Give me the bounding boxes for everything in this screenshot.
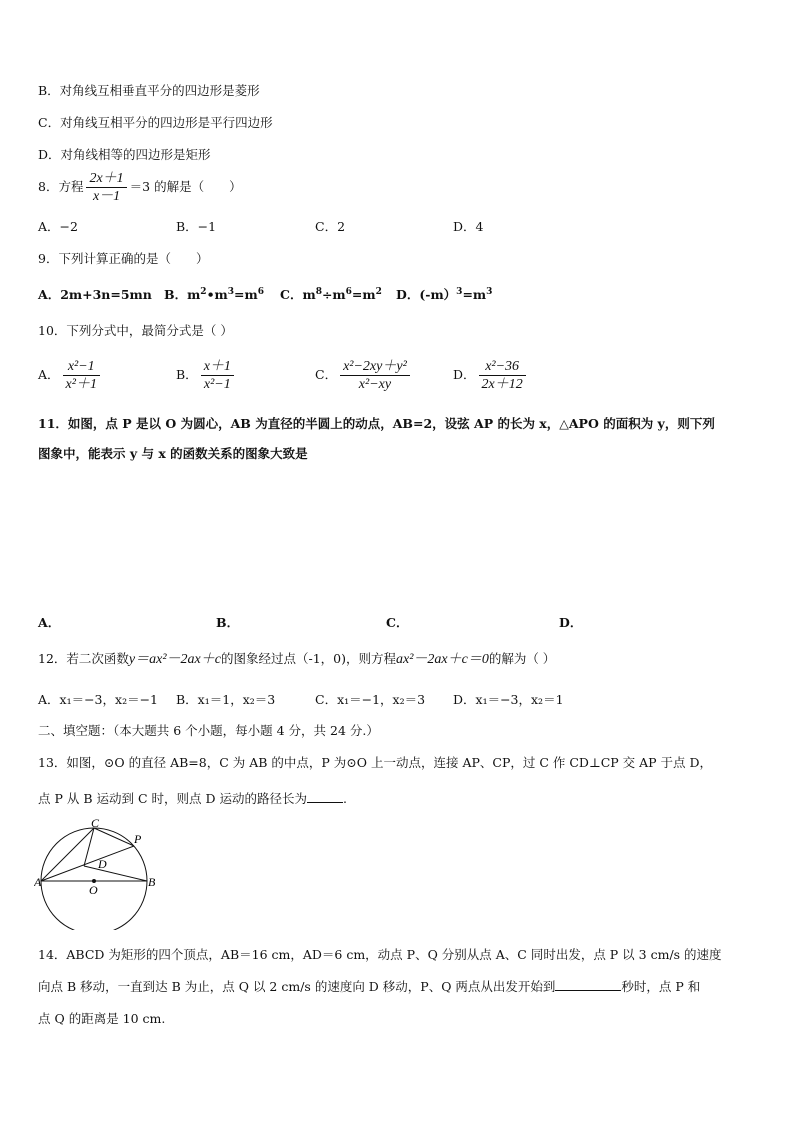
q12-option-d: D．x₁＝−3，x₂＝1 (453, 692, 564, 707)
label-b: B (148, 875, 156, 889)
q14-stem-line1: 14．ABCD 为矩形的四个顶点，AB＝16 cm，AD＝6 cm，动点 P、Q 分别从点 A、C 同时出发，点 P 以 3 cm/s 的速度 (38, 947, 722, 962)
q8-suffix: 的解是（ ） (154, 179, 242, 194)
q10-option-a: A． $\frac{\text{x²−1}}{\text{x²＋1}}$ (38, 358, 103, 393)
q9-option-d: D．$(-m)^3=m^3$ (396, 287, 493, 302)
q12-equation: ax²－2ax＋c＝0 (395, 652, 489, 667)
segment-ac (41, 828, 94, 881)
segment-db (84, 866, 147, 881)
q7-option-d: D．对角线相等的四边形是矩形 (38, 147, 211, 162)
q8-fraction (86, 170, 126, 205)
q10-stem: 10．下列分式中，最简分式是（ ） (38, 323, 233, 338)
q9-stem: 9．下列计算正确的是（ ） (38, 251, 209, 266)
q11-option-d: D． (559, 615, 583, 630)
label-p: P (134, 832, 142, 846)
q14-answer-blank[interactable] (555, 978, 621, 991)
q7-option-b: B．对角线互相垂直平分的四边形是菱形 (38, 83, 260, 98)
label-c: C (91, 818, 100, 830)
label-o: O (89, 883, 98, 897)
q11-stem-line1: 11．如图，点 P 是以 O 为圆心，AB 为直径的半圆上的动点，AB=2，设弦 AP 的长为 x，△APO 的面积为 y，则下列 (38, 416, 715, 431)
q10-option-c: C． $\frac{\text{x²−2xy＋y²}}{\text{x²−xy}}$ (315, 358, 413, 393)
q13-answer-blank[interactable] (307, 790, 343, 803)
q8-option-d: D．4 (453, 219, 484, 234)
q11-option-b: B． (216, 615, 240, 630)
q14-stem-line3: 点 Q 的距离是 10 cm. (38, 1011, 166, 1026)
q13-stem-line1: 13．如图，⊙O 的直径 AB=8，C 为 AB 的中点，P 为⊙O 上一动点，连接 AP、CP，过 C 作 CD⊥CP 交 AP 于点 D， (38, 755, 713, 770)
q11-option-c: C． (386, 615, 409, 630)
segment-cp (94, 828, 134, 846)
q9-option-a: A．2m+3n=5mn (38, 287, 152, 302)
section-heading: 二、填空题：（本大题共 6 个小题，每小题 4 分，共 24 分.） (38, 723, 379, 738)
label-d: D (98, 857, 107, 871)
q8-option-c: C．2 (315, 219, 346, 234)
q12-option-b: B．x₁＝1，x₂＝3 (176, 692, 276, 707)
q9-option-b: B．$m^2•m^3=m^6$ (164, 287, 265, 302)
q7-option-c: C．对角线互相平分的四边形是平行四边形 (38, 115, 273, 130)
q12-option-c: C．x₁＝−1，x₂＝3 (315, 692, 426, 707)
q8-option-a: A．−2 (38, 219, 78, 234)
q11-stem-line2: 图象中，能表示 y 与 x 的函数关系的图象大致是 (38, 446, 308, 461)
q12-stem: 12．若二次函数y＝ax²－2ax＋c的图象经过点（-1，0)，则方程ax²－2ax＋c＝0的解为（ ） (38, 651, 556, 667)
q9-option-c: C．$m^8\div m^6=m^2$ (280, 287, 382, 302)
q12-function: y＝ax²－2ax＋c (128, 652, 221, 667)
q13-stem-line2: 点 P 从 B 运动到 C 时，则点 D 运动的路径长为 . (38, 791, 347, 806)
q8-equals: ＝3 (129, 179, 151, 194)
q8-fraction-num: 2x＋1 (86, 170, 126, 188)
label-a: A (34, 875, 42, 889)
q8-prefix: 8．方程 (38, 179, 84, 194)
q8-stem (38, 170, 242, 205)
q12-option-a: A．x₁＝−3，x₂＝−1 (38, 692, 159, 707)
q11-option-a: A． (38, 615, 61, 630)
q10-option-d: D． $\frac{\text{x²−36}}{2x+12}$ (453, 358, 529, 393)
q8-option-b: B．−1 (176, 219, 217, 234)
q14-stem-line2: 向点 B 移动，一直到达 B 为止，点 Q 以 2 cm/s 的速度向 D 移动，P、Q 两点从出发开始到 秒时，点 P 和 (38, 979, 701, 994)
q8-fraction-den: x－1 (92, 189, 121, 204)
q10-option-b: B． $\frac{x+1}{\text{x²−1}}$ (176, 358, 237, 393)
q13-circle-figure (34, 818, 164, 930)
